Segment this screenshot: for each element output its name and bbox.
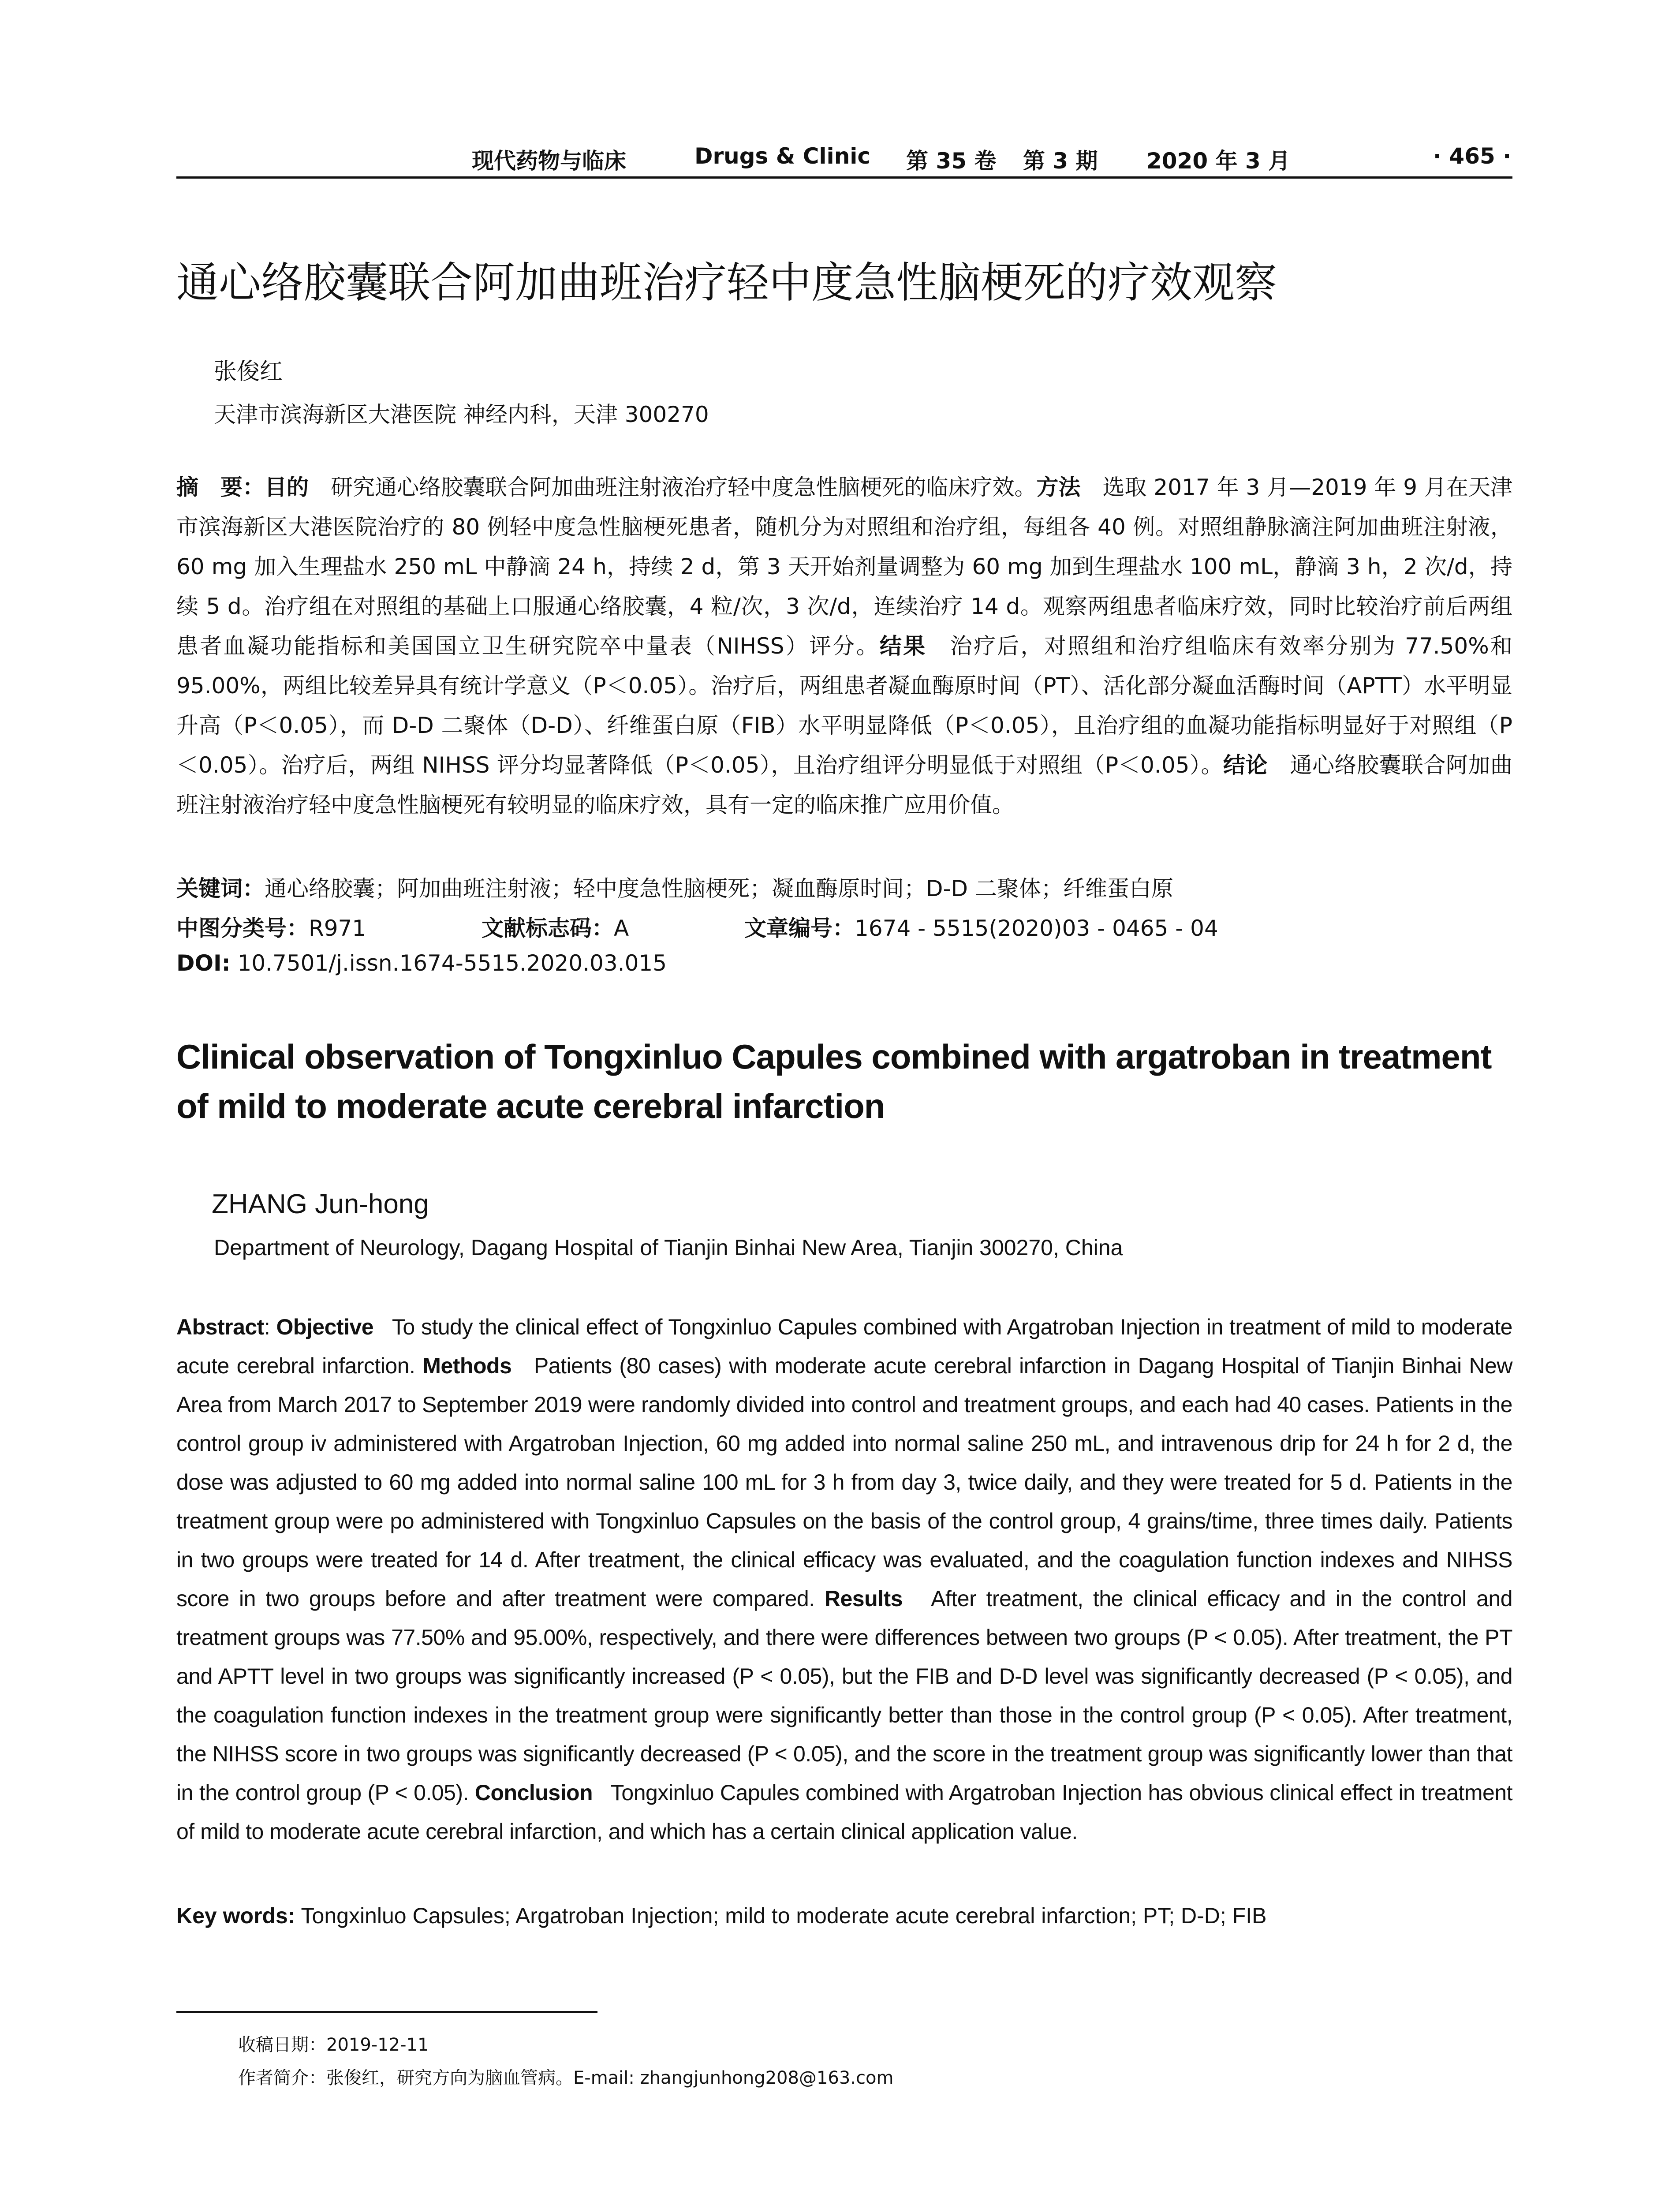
abstract-en: Abstract: Objective To study the clinical effect of Tongxinluo Capules combined with Argatroban Injection in treatment of mild to moderate acute cerebral infarction. Methods Patients (80 cases) with moderate acute cerebral infarction in Dagang Hospital of Tianjin Binhai New Area from March 2017 to September 2019 were randomly divided into control and treatment groups, and each had 40 cases. Patients in the control group iv administered with Argatroban Injection, 60 mg added into normal saline 250 mL, and intravenous drip for 24 h for 2 d, the dose was adjusted to 60 mg added into normal saline 100 mL for 3 h from day 3, twice daily, and they were treated for 5 d. Patients in the treatment group were po administered with Tongxinluo Capsules on the basis of the control group, 4 grains/time, three times daily. Patients in two groups were treated for 14 d. After treatment, the clinical efficacy was evaluated, and the coagulation function indexes and NIHSS score in two groups before and after treatment were compared. Results After treatment, the clinical efficacy and in the control and treatment groups was 77.50% and 95.00%, respectively, and there were differences between two groups (P < 0.05). After treatment, the PT and APTT level in two groups was significantly increased (P < 0.05), but the FIB and D-D level was significantly decreased (P < 0.05), and the coagulation function indexes in the treatment group were significantly better than those in the control group (P < 0.05). After treatment, the NIHSS score in two groups was significantly decreased (P < 0.05), and the score in the treatment group was significantly lower than that in the control group (P < 0.05). Conclusion Tongxinluo Capules combined with Argatroban Injection has obvious clinical effect in treatment of mild to moderate acute cerebral infarction, and which has a certain clinical application value. [176, 1315, 1513, 1844]
author-cn: 张俊红 [214, 359, 283, 385]
article-no-value: 1674 - 5515(2020)03 - 0465 - 04 [855, 916, 1218, 941]
footnote-rule [176, 2011, 597, 2013]
affiliation-en: Department of Neurology, Dagang Hospital of Tianjin Binhai New Area, Tianjin 300270, China [214, 1235, 1123, 1260]
results-en: After treatment, the clinical efficacy and in the control and treatment groups was 77.50% and 95.00%, respectively, and there were differences between two groups (P < 0.05). After treatment, the PT and APTT level in two groups was significantly increased (P < 0.05), but the FIB and D-D level was significantly decreased (P < 0.05), and the coagulation function indexes in the treatment group were significantly better than those in the control group (P < 0.05). After treatment, the NIHSS score in two groups was significantly decreased (P < 0.05), and the score in the treatment group was significantly lower than that in the control group (P < 0.05). [176, 1586, 1513, 1805]
abstract-cn [176, 467, 1512, 825]
keywords-en [176, 1903, 1266, 1928]
objective-cn: 研究通心络胶囊联合阿加曲班注射液治疗轻中度急性脑梗死的临床疗效。 [331, 475, 1037, 500]
issue: 第 3 期 [1023, 148, 1098, 174]
title-en: Clinical observation of Tongxinluo Capules combined with argatroban in treatment of mild to moderate acute cerebral infarction [176, 1037, 1492, 1125]
journal-name-cn: 现代药物与临床 [472, 148, 626, 174]
clc-label: 中图分类号： [176, 916, 309, 941]
footnote-received: 收稿日期：2019-12-11 [238, 2035, 429, 2055]
running-header [176, 143, 1512, 179]
clc-value: R971 [309, 916, 366, 941]
results-label-cn: 结果 [879, 633, 927, 659]
conclusion-en: Tongxinluo Capules combined with Argatroban Injection has obvious clinical effect in treatment of mild to moderate acute cerebral infarction, and which has a certain clinical application value. [176, 1780, 1512, 1844]
classification-line [176, 911, 1218, 942]
author-en: ZHANG Jun-hong [212, 1189, 429, 1219]
methods-cn: 选取 2017 年 3 月—2019 年 9 月在天津市滨海新区大港医院治疗的 80 例轻中度急性脑梗死患者，随机分为对照组和治疗组，每组各 40 例。对照组静脉滴注阿加曲班注射液，60 mg 加入生理盐水 250 mL 中静滴 24 h，持续 2 d，第 3 天开始剂量调整为 60 mg 加到生理盐水 100 mL，静滴 3 h，2 次/d，持续 5 d。治疗组在对照组的基础上口服通心络胶囊，4 粒/次，3 次/d，连续治疗 14 d。观察两组患者临床疗效，同时比较治疗前后两组患者血凝功能指标和美国国立卫生研究院卒中量表（NIHSS）评分。 [176, 475, 1513, 659]
conclusion-cn: 通心络胶囊联合阿加曲班注射液治疗轻中度急性脑梗死有较明显的临床疗效，具有一定的临床推广应用价值。 [176, 752, 1513, 818]
journal-name-en: Drugs & Clinic [694, 143, 871, 169]
affiliation-cn: 天津市滨海新区大港医院 神经内科，天津 300270 [214, 402, 709, 427]
conclusion-label-en: Conclusion [474, 1780, 593, 1805]
keywords-cn-text: 通心络胶囊；阿加曲班注射液；轻中度急性脑梗死；凝血酶原时间；D-D 二聚体；纤维蛋白原 [265, 876, 1173, 901]
issue-date: 2020 年 3 月 [1146, 148, 1291, 174]
results-label-en: Results [824, 1586, 903, 1611]
page-number: · 465 · [1433, 143, 1512, 169]
header-rule [176, 176, 1512, 179]
keywords-en-label: Key words: [176, 1903, 295, 1928]
keywords-en-text: Tongxinluo Capsules; Argatroban Injection; mild to moderate acute cerebral infarction; PT; D-D; FIB [301, 1903, 1267, 1928]
keywords-cn [176, 871, 1173, 903]
abstract-cn-label: 摘 要： [176, 475, 265, 500]
abstract-en-label: Abstract [176, 1315, 264, 1339]
doi-label: DOI: [176, 950, 231, 976]
methods-en: Patients (80 cases) with moderate acute cerebral infarction in Dagang Hospital of Tianjin Binhai New Area from March 2017 to September 2019 were randomly divided into control and treatment groups, and each had 40 cases. Patients in the control group iv administered with Argatroban Injection, 60 mg added into normal saline 250 mL, and intravenous drip for 24 h for 2 d, the dose was adjusted to 60 mg added into normal saline 100 mL for 3 h from day 3, twice daily, and they were treated for 5 d. Patients in the treatment group were po administered with Tongxinluo Capsules on the basis of the control group, 4 grains/time, three times daily. Patients in two groups were treated for 14 d. After treatment, the clinical efficacy was evaluated, and the coagulation function indexes and NIHSS score in two groups before and after treatment were compared. [176, 1353, 1512, 1611]
results-cn: 治疗后，对照组和治疗组临床有效率分别为 77.50%和 95.00%，两组比较差异具有统计学意义（P＜0.05）。治疗后，两组患者凝血酶原时间（PT）、活化部分凝血活酶时间（APTT）水平明显升高（P＜0.05），而 D-D 二聚体（D-D）、纤维蛋白原（FIB）水平明显降低（P＜0.05），且治疗组的血凝功能指标明显好于对照组（P＜0.05）。治疗后，两组 NIHSS 评分均显著降低（P＜0.05），且治疗组评分明显低于对照组（P＜0.05）。 [176, 633, 1513, 778]
article-no-label: 文章编号： [744, 916, 855, 941]
doc-code-value: A [614, 916, 629, 941]
doi-value: 10.7501/j.issn.1674-5515.2020.03.015 [237, 950, 667, 976]
keywords-cn-label: 关键词： [176, 876, 265, 901]
methods-label-cn: 方法 [1036, 475, 1081, 500]
volume: 第 35 卷 [906, 148, 997, 174]
footnote-author-bio: 作者简介：张俊红，研究方向为脑血管病。E-mail: zhangjunhong208@163.com [238, 2068, 894, 2088]
conclusion-label-cn: 结论 [1223, 752, 1268, 778]
doi-line [176, 950, 667, 976]
objective-label-en: Objective [276, 1315, 374, 1339]
doc-code-label: 文献标志码： [482, 916, 614, 941]
objective-en: To study the clinical effect of Tongxinluo Capules combined with Argatroban Injection in treatment of mild to moderate acute cerebral infarction. [176, 1315, 1512, 1378]
title-cn: 通心络胶囊联合阿加曲班治疗轻中度急性脑梗死的疗效观察 [176, 258, 1277, 307]
objective-label-cn: 目的 [265, 475, 309, 500]
methods-label-en: Methods [422, 1353, 512, 1378]
